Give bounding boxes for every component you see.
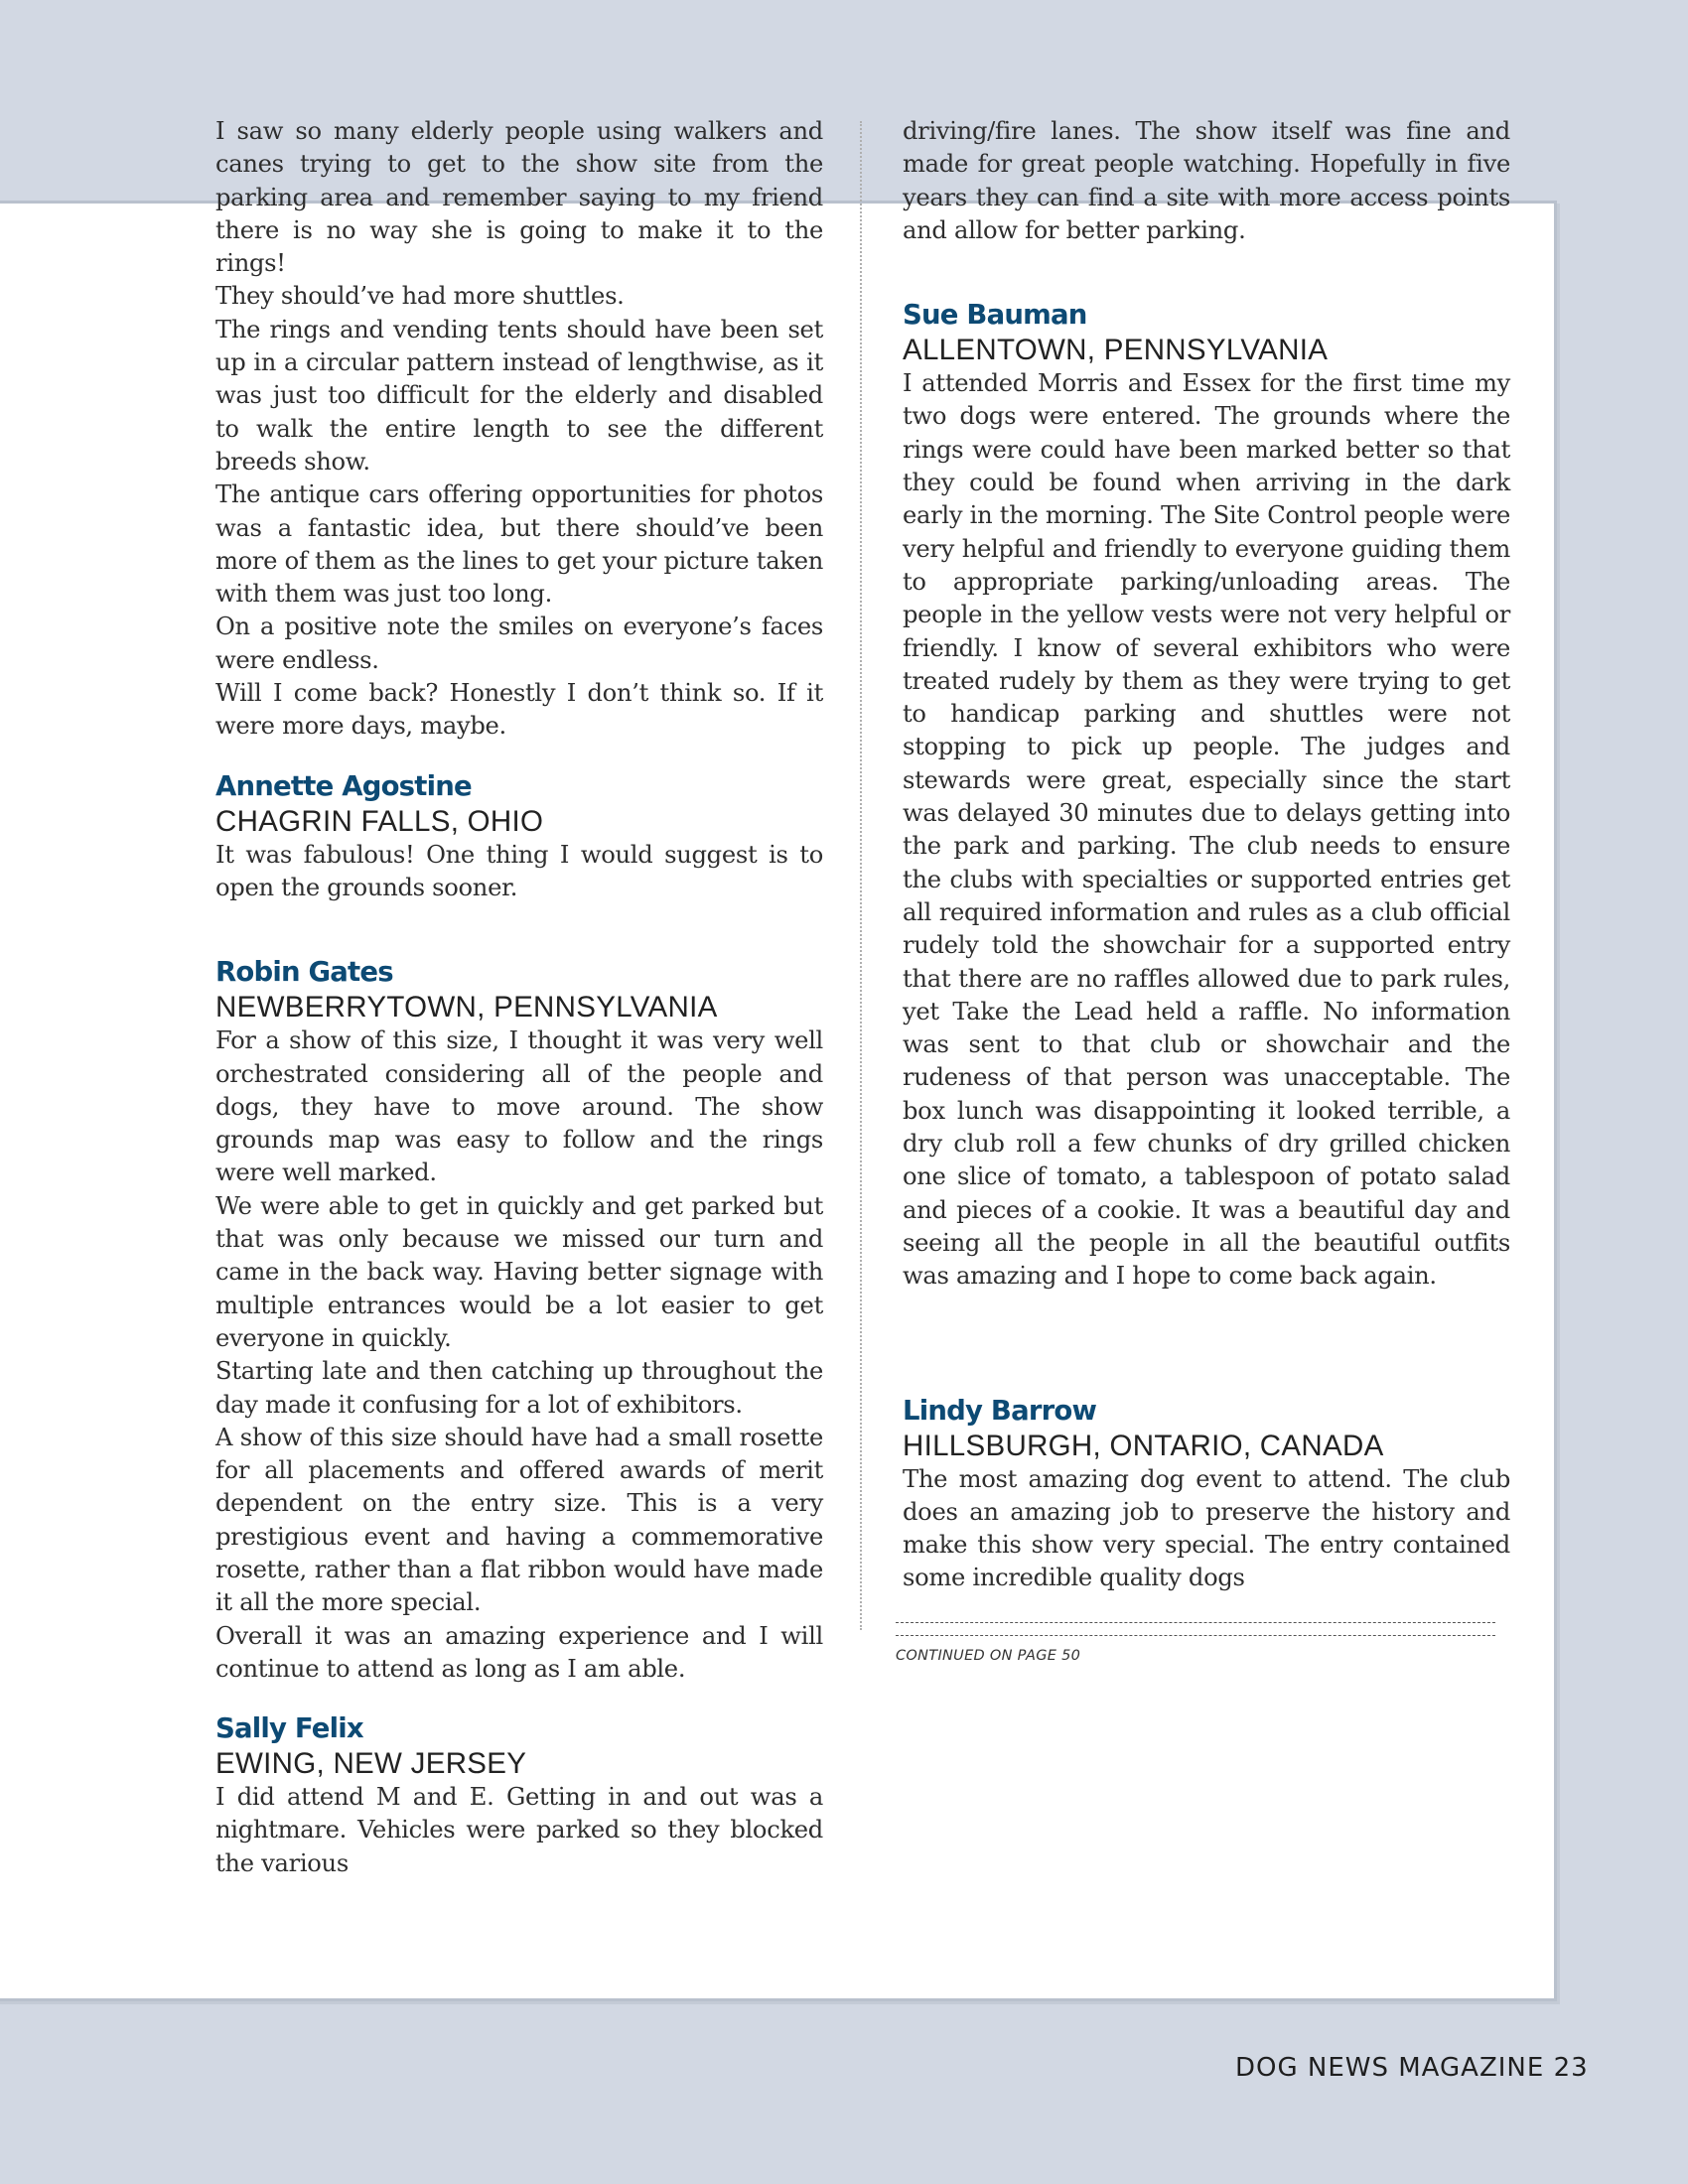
author-paragraph: For a show of this size, I thought it was very well orchestrated considering all of the people and dogs, they have to move around. The show grounds map was easy to follow and the rings were well marked. [215, 1026, 823, 1187]
author-location: ALLENTOWN, PENNSYLVANIA [903, 334, 1329, 367]
author-name: Lindy Barrow [903, 1394, 1097, 1427]
dashed-rule [896, 1635, 1495, 1636]
continued-notice [896, 1622, 1495, 1664]
intro-paragraph: The antique cars offering opportunities for photos was a fantastic idea, but there should’ve been more of them as the lines to get your picture taken with them was just too long. [215, 480, 823, 609]
continued-on-page-link: CONTINUED ON PAGE 50 [896, 1648, 1081, 1664]
author-name: Sally Felix [215, 1712, 363, 1745]
author-location: EWING, NEW JERSEY [215, 1747, 527, 1781]
column-divider [860, 121, 862, 1630]
author-location: HILLSBURGH, ONTARIO, CANADA [903, 1429, 1384, 1462]
author-paragraph: The most amazing dog event to attend. The club does an amazing job to preserve the history and make this show very special. The entry contained some incredible quality dogs [903, 1464, 1510, 1592]
intro-paragraph: The rings and vending tents should have been set up in a circular pattern instead of lengthwise, as it was just too difficult for the elderly and disabled to walk the entire length to see the different breeds show. [215, 315, 823, 476]
author-paragraph: We were able to get in quickly and get parked but that was only because we missed our turn and came in the back way. Having better signage with multiple entrances would be a lot easier to get everyone in quickly. [215, 1191, 823, 1352]
intro-paragraph: On a positive note the smiles on everyone’s faces were endless. [215, 613, 823, 674]
author-name: Sue Bauman [903, 299, 1087, 332]
author-name: Annette Agostine [215, 769, 472, 802]
author-paragraph: Starting late and then catching up throughout the day made it confusing for a lot of exhibitors. [215, 1357, 823, 1419]
continued-paragraph: driving/fire lanes. The show itself was fine and made for great people watching. Hopefully in five years they can find a site with more access points and allow for better parking. [903, 117, 1510, 244]
right-column [903, 115, 1510, 1595]
intro-paragraph: Will I come back? Honestly I don’t think so. If it were more days, maybe. [215, 679, 823, 741]
author-paragraph: I attended Morris and Essex for the first time my two dogs were entered. The grounds where the rings were could have been marked better so that they could be found when arriving in the dark early in the morning. The Site Control people were very helpful and friendly to everyone guiding them to appropriate parking/unloading areas. The people in the yellow vests were not very helpful or friendly. I know of several exhibitors who were treated rudely by them as they were trying to get to handicap parking and shuttles were not stopping to pick up people. The judges and stewards were great, especially since the start was delayed 30 minutes due to delays getting into the park and parking. The club needs to ensure the clubs with specialties or supported entries get all required information and rules as a club official rudely told the showchair for a supported entry that there are no raffles allowed due to park rules, yet Take the Lead held a raffle. No information was sent to that club or showchair and the rudeness of that person was unacceptable. The box lunch was disappointing it looked terrible, a dry club roll a few chunks of dry grilled chicken one slice of tomato, a tablespoon of potato salad and pieces of a cookie. It was a beautiful day and seeing all the people in all the beautiful outfits was amazing and I hope to come back again. [903, 369, 1510, 1291]
author-location: CHAGRIN FALLS, OHIO [215, 804, 544, 838]
author-location: NEWBERRYTOWN, PENNSYLVANIA [215, 991, 718, 1024]
page-folio: DOG NEWS MAGAZINE 23 [1235, 2053, 1589, 2083]
intro-paragraph: I saw so many elderly people using walkers and canes trying to get to the show site from the parking area and remember saying to my friend there is no way she is going to make it to the rings! [215, 117, 823, 278]
author-name: Robin Gates [215, 956, 393, 989]
author-paragraph: Overall it was an amazing experience and I will continue to attend as long as I am able. [215, 1621, 823, 1683]
author-paragraph: I did attend M and E. Getting in and out was a nightmare. Vehicles were parked so they blocked the various [215, 1783, 823, 1877]
intro-paragraph: They should’ve had more shuttles. [215, 282, 625, 311]
author-paragraph: A show of this size should have had a small rosette for all placements and offered awards of merit dependent on the entry size. This is a very prestigious event and having a commemorative rosette, rather than a flat ribbon would have made it all the more special. [215, 1423, 823, 1617]
left-column [215, 115, 823, 1880]
dashed-rule [896, 1622, 1495, 1623]
author-paragraph: It was fabulous! One thing I would suggest is to open the grounds sooner. [215, 840, 823, 901]
